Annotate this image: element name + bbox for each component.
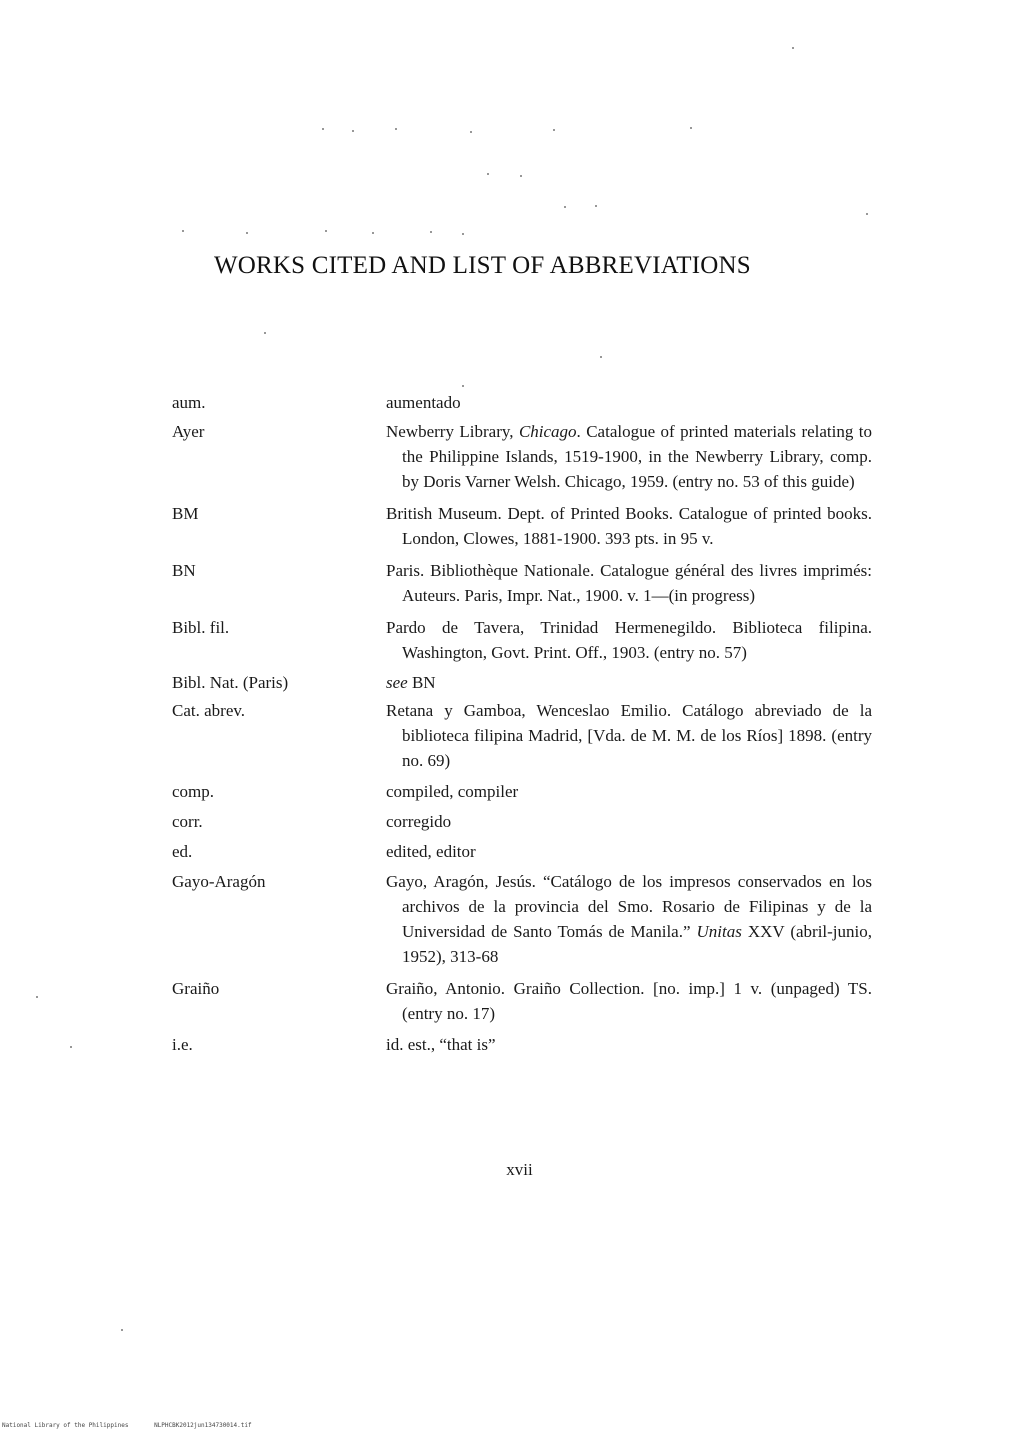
- scan-speck: [430, 231, 432, 233]
- scan-speck: [600, 356, 602, 358]
- list-item: [172, 1032, 872, 1057]
- entry-term: corr.: [172, 812, 203, 831]
- scan-speck: [70, 1046, 72, 1048]
- list-item: [172, 809, 872, 834]
- page-number: xvii: [506, 1160, 533, 1179]
- entry-term: Graiño: [172, 979, 220, 998]
- entry-definition: Paris. Bibliothèque Nationale. Catalogue général des livres imprimés: Auteurs. Paris, Impr. Nat., 1900. v. 1—(in progress): [386, 561, 872, 605]
- abbreviation-list: [172, 390, 872, 1057]
- entry-term: Cat. abrev.: [172, 701, 246, 720]
- entry-definition: [386, 869, 872, 969]
- list-item: [172, 670, 872, 695]
- entry-term: i.e.: [172, 1035, 193, 1054]
- entry-term: Bibl. Nat. (Paris): [172, 673, 289, 692]
- footer-library: National Library of the Philippines: [2, 1422, 129, 1429]
- entry-term: aum.: [172, 393, 206, 412]
- entry-term: Bibl. fil.: [172, 618, 230, 637]
- scan-speck: [182, 230, 184, 232]
- entry-definition: compiled, compiler: [386, 782, 519, 801]
- definition-italic-text: Chicago: [518, 422, 577, 441]
- list-item: [172, 839, 872, 864]
- scan-footer: [2, 1422, 274, 1429]
- footer-file-id: NLPHCBK2012jun134730014.tif: [154, 1422, 252, 1429]
- definition-italic-text: Unitas: [696, 922, 742, 941]
- entry-term: Ayer: [172, 422, 205, 441]
- entry-definition: Retana y Gamboa, Wenceslao Emilio. Catálogo abreviado de la biblioteca filipina Madrid, [Vda. de M. M. de los Ríos] 1898. (entry no. 69): [386, 701, 872, 770]
- entry-definition: edited, editor: [386, 842, 476, 861]
- scan-speck: [121, 1329, 123, 1331]
- entry-definition: Graiño, Antonio. Graiño Collection. [no. imp.] 1 v. (unpaged) TS. (entry no. 17): [386, 979, 872, 1023]
- entry-term: BN: [172, 561, 196, 580]
- entry-definition: British Museum. Dept. of Printed Books. Catalogue of printed books. London, Clowes, 1881-1900. 393 pts. in 95 v.: [386, 504, 872, 548]
- definition-text: XXV (abril-junio, 1952), 313-68: [402, 922, 872, 966]
- entry-term: comp.: [172, 782, 215, 801]
- list-item: [172, 419, 872, 494]
- list-item: [172, 501, 872, 551]
- list-item: [172, 698, 872, 773]
- entry-term: BM: [172, 504, 199, 523]
- entry-term: Gayo-Aragón: [172, 872, 266, 891]
- entry-definition: [386, 419, 872, 494]
- definition-italic-text: see: [386, 673, 408, 692]
- scan-speck: [322, 128, 324, 130]
- scan-speck: [462, 233, 464, 235]
- scan-speck: [866, 213, 868, 215]
- definition-text: . Catalogue of printed materials relating to the Philippine Islands, 1519-1900, in the Newberry Library, comp. by Doris Varner Welsh. Chicago, 1959. (entry no. 53 of this guide): [402, 422, 873, 491]
- entry-definition: [386, 670, 872, 695]
- scan-speck: [395, 128, 397, 130]
- scan-speck: [462, 385, 464, 387]
- scan-speck: [553, 129, 555, 131]
- scan-speck: [264, 332, 266, 334]
- scan-speck: [690, 127, 692, 129]
- entry-term: ed.: [172, 842, 193, 861]
- list-item: [172, 558, 872, 608]
- list-item: [172, 869, 872, 969]
- list-item: [172, 390, 872, 415]
- page-title: WORKS CITED AND LIST OF ABBREVIATIONS: [214, 252, 751, 279]
- entry-definition: id. est., “that is”: [386, 1035, 496, 1054]
- scan-speck: [36, 996, 38, 998]
- scan-speck: [487, 173, 489, 175]
- definition-text: BN: [407, 673, 436, 692]
- entry-definition: Pardo de Tavera, Trinidad Hermenegildo. Biblioteca filipina. Washington, Govt. Print. Off., 1903. (entry no. 57): [386, 618, 872, 662]
- scan-speck: [325, 230, 327, 232]
- scan-speck: [372, 232, 374, 234]
- scan-speck: [564, 206, 566, 208]
- definition-text: Newberry Library,: [386, 422, 519, 441]
- entry-definition: corregido: [386, 812, 452, 831]
- scan-speck: [792, 47, 794, 49]
- scan-speck: [470, 131, 472, 133]
- entry-definition: aumentado: [386, 393, 461, 412]
- scan-speck: [520, 175, 522, 177]
- list-item: [172, 976, 872, 1026]
- definition-text: Gayo, Aragón, Jesús. “Catálogo de los impresos conservados en los archivos de la provincia del Smo. Rosario de Filipinas y de la Universidad de Santo Tomás de Manila.”: [386, 872, 872, 941]
- list-item: [172, 779, 872, 804]
- scan-speck: [595, 205, 597, 207]
- list-item: [172, 615, 872, 665]
- scan-speck: [246, 232, 248, 234]
- scan-speck: [352, 130, 354, 132]
